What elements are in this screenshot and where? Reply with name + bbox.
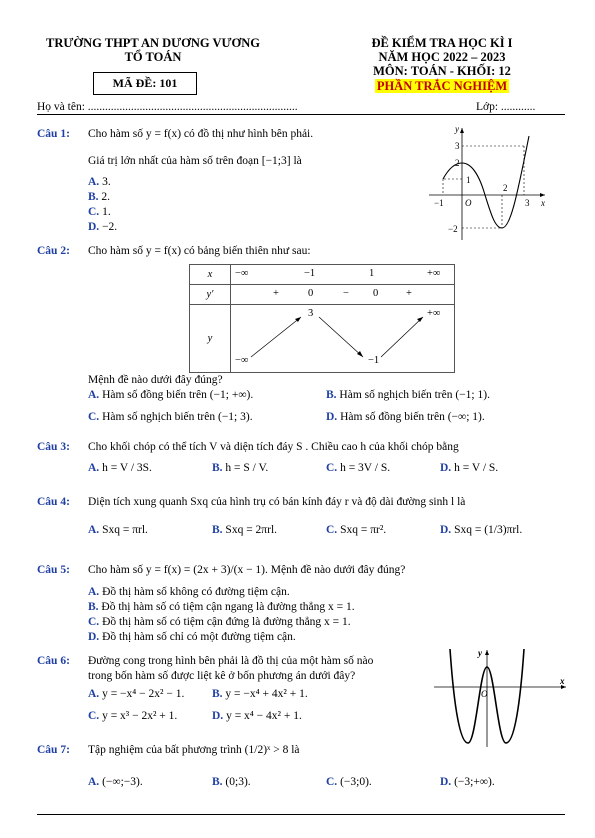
option-a[interactable]: A. y = −x⁴ − 2x² − 1. bbox=[88, 688, 185, 700]
tick-label: 2 bbox=[503, 183, 508, 193]
question-1-text-2: Giá trị lớn nhất của hàm số trên đoạn [−1;3] là bbox=[88, 155, 302, 167]
question-label: Câu 5: bbox=[37, 564, 70, 576]
tick-label: 2 bbox=[455, 158, 460, 168]
tick-label: −1 bbox=[434, 198, 444, 208]
option-letter: B. bbox=[88, 191, 99, 203]
option-a[interactable] bbox=[88, 176, 111, 188]
option-text: 3. bbox=[102, 176, 111, 188]
question-label: Câu 1: bbox=[37, 128, 70, 140]
question-label: Câu 2: bbox=[37, 245, 70, 257]
option-b[interactable] bbox=[88, 191, 110, 203]
section-title bbox=[322, 79, 562, 94]
question-6-text: Đường cong trong hình bên phải là đồ thị của một hàm số nào bbox=[88, 655, 374, 667]
option-letter: C. bbox=[88, 206, 100, 218]
x-axis-label: x bbox=[560, 676, 565, 686]
option-d[interactable]: D. (−3;+∞). bbox=[440, 776, 495, 788]
exam-code-box: MÃ ĐỀ: 101 bbox=[93, 72, 197, 95]
table-x-row: −∞ −1 1 +∞ bbox=[231, 265, 455, 285]
option-letter: A. bbox=[88, 176, 100, 188]
option-a[interactable]: A. Sxq = πrl. bbox=[88, 524, 148, 536]
option-text: 2. bbox=[101, 191, 111, 203]
subject-line: MÔN: TOÁN - KHỐI: 12 bbox=[373, 64, 511, 78]
variation-arrows bbox=[231, 305, 457, 373]
tick-label: −2 bbox=[448, 224, 458, 234]
option-text: −2. bbox=[102, 221, 118, 233]
option-c[interactable]: C. y = x³ − 2x² + 1. bbox=[88, 710, 178, 722]
q6-function-graph bbox=[432, 647, 570, 749]
option-a[interactable]: A. h = V / 3S. bbox=[88, 462, 152, 474]
origin-label: O bbox=[481, 689, 488, 699]
option-b[interactable]: B. Hàm số nghịch biến trên (−1; 1). bbox=[326, 389, 490, 401]
option-d[interactable] bbox=[88, 221, 117, 233]
option-d[interactable]: D. Hàm số đồng biến trên (−∞; 1). bbox=[326, 411, 485, 423]
question-label: Câu 4: bbox=[37, 496, 70, 508]
question-2-text: Cho hàm số y = f(x) có bảng biến thiên như sau: bbox=[88, 245, 311, 257]
section-title-text: PHẦN TRẮC NGHIỆM bbox=[376, 79, 508, 93]
option-letter: D. bbox=[88, 221, 100, 233]
option-b[interactable]: B. y = −x⁴ + 4x² + 1. bbox=[212, 688, 308, 700]
question-6-text-2: trong bốn hàm số được liệt kê ở bốn phương án dưới đây? bbox=[88, 670, 356, 682]
x-axis-label: x bbox=[541, 198, 545, 208]
footer-divider bbox=[37, 814, 565, 815]
variation-table bbox=[189, 264, 455, 373]
option-b[interactable]: B. h = S / V. bbox=[212, 462, 269, 474]
option-c[interactable]: C. Đồ thị hàm số có tiệm cận đứng là đường thẳng x = 1. bbox=[88, 616, 351, 628]
question-1 bbox=[37, 128, 70, 140]
school-year: NĂM HỌC 2022 – 2023 bbox=[378, 50, 506, 64]
y-axis-label: y bbox=[455, 124, 459, 134]
table-header-y: y bbox=[190, 305, 231, 373]
question-7-text: Tập nghiệm của bất phương trình (1/2)ˣ > 8 là bbox=[88, 744, 300, 756]
option-a[interactable]: A. Hàm số đồng biến trên (−1; +∞). bbox=[88, 389, 254, 401]
q1-function-graph bbox=[425, 122, 550, 244]
tick-label: 3 bbox=[455, 141, 460, 151]
option-c[interactable]: C. h = 3V / S. bbox=[326, 462, 391, 474]
origin-label: O bbox=[465, 198, 472, 208]
table-header-x: x bbox=[190, 265, 231, 285]
tick-label: 1 bbox=[466, 175, 471, 185]
question-label: Câu 3: bbox=[37, 441, 70, 453]
question-label: Câu 6: bbox=[37, 655, 70, 667]
option-b[interactable]: B. Đồ thị hàm số có tiệm cận ngang là đường thẳng x = 1. bbox=[88, 601, 355, 613]
option-text: 1. bbox=[102, 206, 111, 218]
exam-title: ĐỀ KIỂM TRA HỌC KÌ I bbox=[371, 36, 513, 50]
header-divider bbox=[37, 114, 565, 115]
option-a[interactable]: A. Đồ thị hàm số không có đường tiệm cận. bbox=[88, 586, 290, 598]
table-y-row: −∞ 3 −1 +∞ bbox=[231, 305, 455, 373]
option-b[interactable]: B. (0;3). bbox=[212, 776, 251, 788]
question-3-text: Cho khối chóp có thể tích V và diện tích đáy S . Chiều cao h của khối chóp bằng bbox=[88, 441, 459, 453]
option-c[interactable]: C. Hàm số nghịch biến trên (−1; 3). bbox=[88, 411, 253, 423]
question-label: Câu 7: bbox=[37, 744, 70, 756]
school-name: TRƯỜNG THPT AN DƯƠNG VƯƠNG bbox=[46, 36, 260, 50]
tick-label: 3 bbox=[525, 198, 530, 208]
table-header-yprime: y′ bbox=[190, 285, 231, 305]
y-axis-label: y bbox=[478, 648, 482, 658]
option-c[interactable]: C. Sxq = πr². bbox=[326, 524, 387, 536]
student-name-field: Họ và tên: ......................................................................... bbox=[37, 101, 298, 113]
option-d[interactable]: D. Sxq = (1/3)πrl. bbox=[440, 524, 523, 536]
question-4-text: Diện tích xung quanh Sxq của hình trụ có bán kính đáy r và độ dài đường sinh l là bbox=[88, 496, 466, 508]
table-yprime-row: + 0 − 0 + bbox=[231, 285, 455, 305]
option-c[interactable]: C. (−3;0). bbox=[326, 776, 372, 788]
option-d[interactable]: D. Đồ thị hàm số chỉ có một đường tiệm cận. bbox=[88, 631, 296, 643]
option-d[interactable]: D. y = x⁴ − 4x² + 1. bbox=[212, 710, 302, 722]
question-2-ask: Mệnh đề nào dưới đây đúng? bbox=[88, 374, 223, 386]
department-name: TỔ TOÁN bbox=[124, 50, 182, 64]
class-field: Lớp: ............ bbox=[476, 101, 536, 113]
option-d[interactable]: D. h = V / S. bbox=[440, 462, 499, 474]
option-a[interactable]: A. (−∞;−3). bbox=[88, 776, 143, 788]
option-b[interactable]: B. Sxq = 2πrl. bbox=[212, 524, 278, 536]
question-5-text: Cho hàm số y = f(x) = (2x + 3)/(x − 1). Mệnh đề nào dưới đây đúng? bbox=[88, 564, 406, 576]
option-c[interactable] bbox=[88, 206, 111, 218]
question-1-text: Cho hàm số y = f(x) có đồ thị như hình bên phải. bbox=[88, 128, 314, 140]
